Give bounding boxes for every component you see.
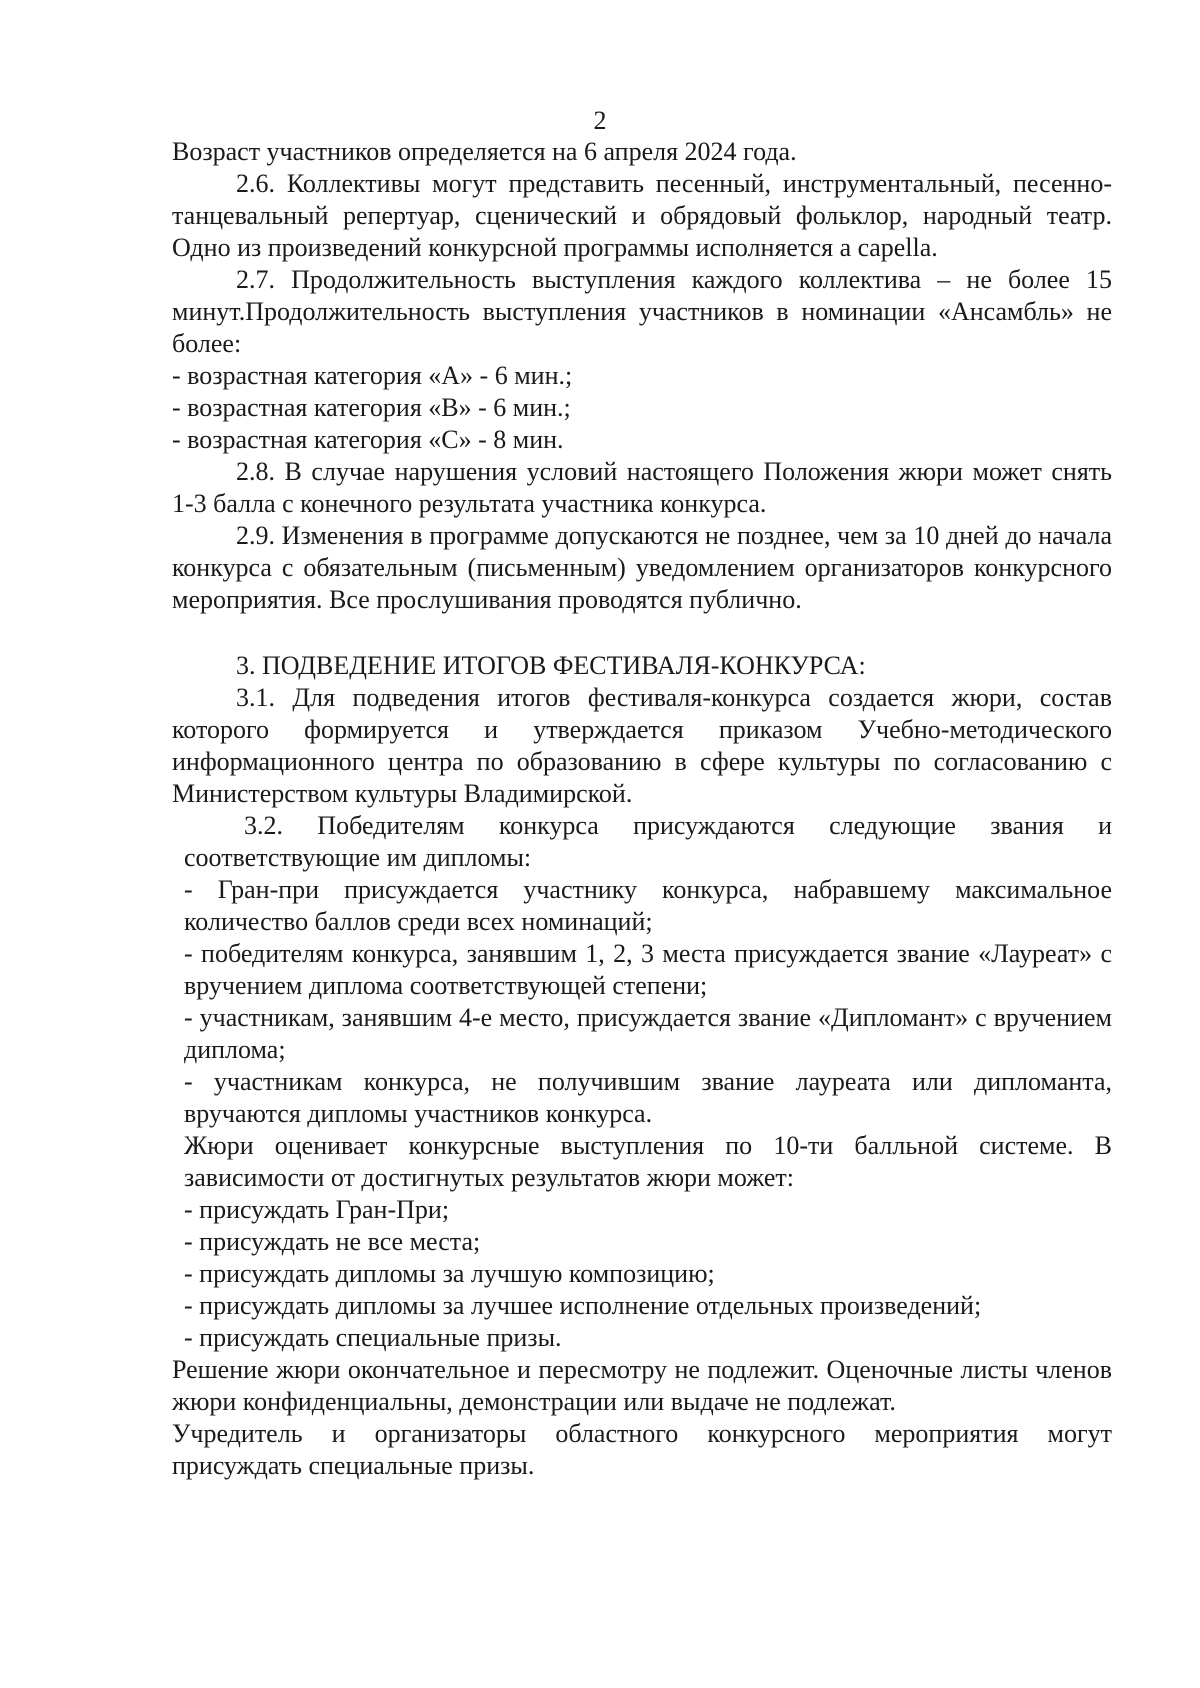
paragraph-founder: Учредитель и организаторы областного конкурсного мероприятия могут присуждать специальные призы. xyxy=(172,1419,1112,1480)
list-item-award-composition: - присуждать дипломы за лучшую композицию; xyxy=(184,1259,715,1288)
list-item-category-c: - возрастная категория «С» - 8 мин. xyxy=(172,425,564,454)
paragraph-jury-final: Решение жюри окончательное и пересмотру не подлежит. Оценочные листы членов жюри конфиденциальны, демонстрации или выдаче не подлежат. xyxy=(172,1355,1112,1416)
list-item-award-special: - присуждать специальные призы. xyxy=(184,1323,562,1352)
list-item-diplomant: - участникам, занявшим 4-е место, присуждается звание «Дипломант» с вручением диплома; xyxy=(184,1003,1112,1064)
list-item-award-grand-prix: - присуждать Гран-При; xyxy=(184,1195,450,1224)
document-body xyxy=(172,136,1112,1482)
paragraph-3-1: 3.1. Для подведения итогов фестиваля-конкурса создается жюри, состав которого формируется и утверждается приказом Учебно-методического информационного центра по образованию в сфере культуры по согласованию с Министерством культуры Владимирской. xyxy=(172,683,1112,808)
paragraph-2-9: 2.9. Изменения в программе допускаются не позднее, чем за 10 дней до начала конкурса с обязательным (письменным) уведомлением организаторов конкурсного мероприятия. Все прослушивания проводятся публично. xyxy=(172,521,1112,614)
paragraph-2-7: 2.7. Продолжительность выступления каждого коллектива – не более 15 минут.Продолжительность выступления участников в номинации «Ансамбль» не более: xyxy=(172,265,1112,358)
list-item-grand-prix: - Гран-при присуждается участнику конкурса, набравшему максимальное количество баллов среди всех номинаций; xyxy=(184,875,1112,936)
list-item-category-b: - возрастная категория «В» - 6 мин.; xyxy=(172,393,571,422)
section-heading-3: 3. ПОДВЕДЕНИЕ ИТОГОВ ФЕСТИВАЛЯ-КОНКУРСА: xyxy=(236,651,866,680)
list-item-award-not-all: - присуждать не все места; xyxy=(184,1227,481,1256)
list-item-participants: - участникам конкурса, не получившим звание лауреата или дипломанта, вручаются дипломы участников конкурса. xyxy=(184,1067,1112,1128)
list-item-category-a: - возрастная категория «А» - 6 мин.; xyxy=(172,361,573,390)
list-item-award-performance: - присуждать дипломы за лучшее исполнение отдельных произведений; xyxy=(184,1291,982,1320)
list-item-laureate: - победителям конкурса, занявшим 1, 2, 3 места присуждается звание «Лауреат» с вручением диплома соответствующей степени; xyxy=(184,939,1112,1000)
paragraph-age-date: Возраст участников определяется на 6 апреля 2024 года. xyxy=(172,137,797,166)
paragraph-3-2: 3.2. Победителям конкурса присуждаются следующие звания и соответствующие им дипломы: xyxy=(184,811,1112,872)
page-number: 2 xyxy=(593,106,607,135)
paragraph-2-6: 2.6. Коллективы могут представить песенный, инструментальный, песенно-танцевальный репертуар, сценический и обрядовый фольклор, народный театр. Одно из произведений конкурсной программы исполняется a capella. xyxy=(172,169,1112,262)
paragraph-2-8: 2.8. В случае нарушения условий настоящего Положения жюри может снять 1-3 балла с конечного результата участника конкурса. xyxy=(172,457,1112,518)
paragraph-jury-scale: Жюри оценивает конкурсные выступления по 10-ти балльной системе. В зависимости от достигнутых результатов жюри может: xyxy=(184,1131,1112,1192)
